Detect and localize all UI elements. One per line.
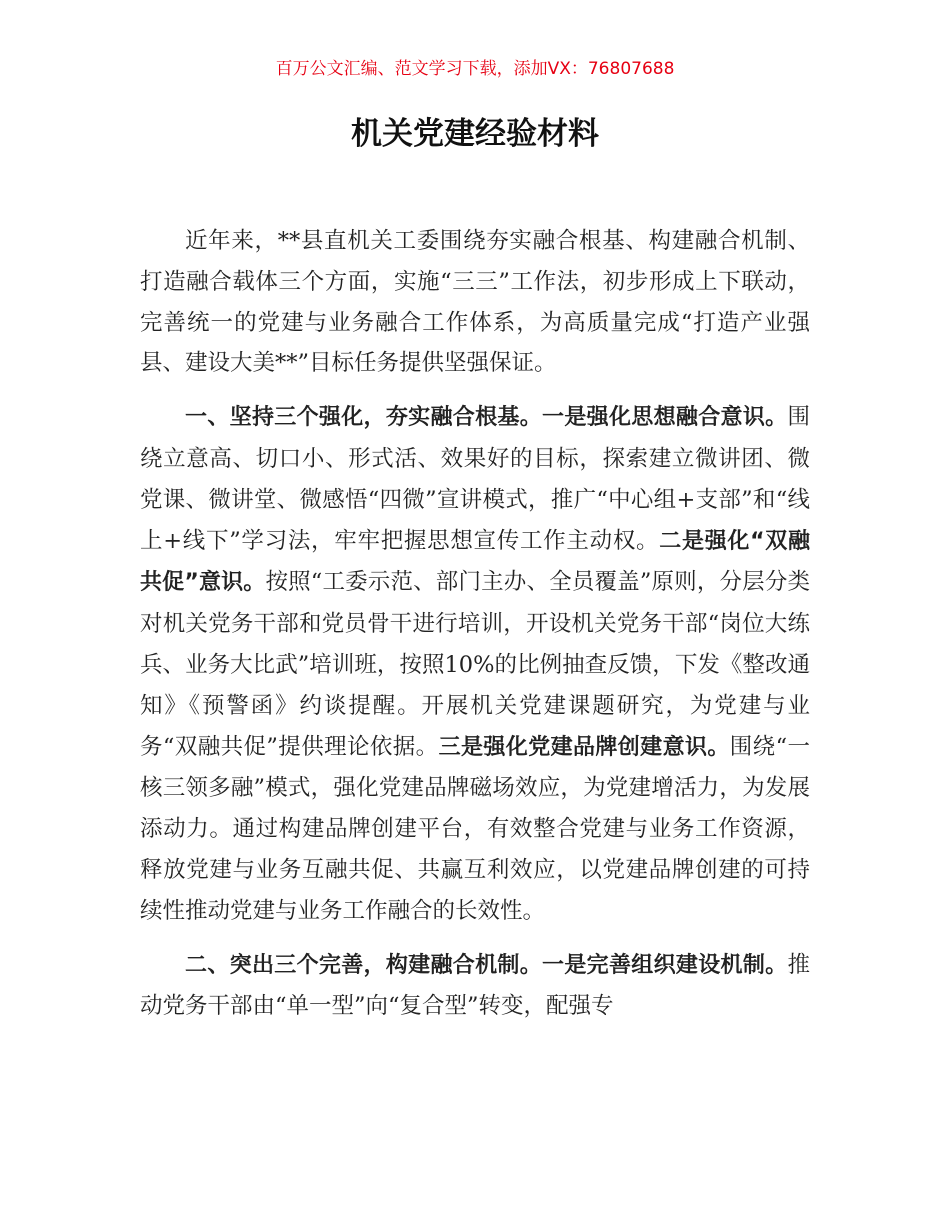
paragraph-text: 围绕“一核三领多融”模式，强化党建品牌磁场效应，为党建增活力，为发展添动力。通过构建品牌创建平台，有效整合党建与业务工作资源，释放党建与业务互融共促、共赢互利效应，以党建品牌创建的可持续性推动党建与业务工作融合的长效性。 — [140, 733, 810, 924]
paragraph-intro — [140, 221, 810, 384]
section-heading: 二、突出三个完善，构建融合机制。 — [185, 952, 543, 978]
paragraph-section-one — [140, 397, 810, 931]
subpoint-heading: 二是强化“双融共促”意识。 — [140, 528, 811, 596]
paragraph-text: 推动党务干部由“单一型”向“复合型”转变，配强专 — [140, 951, 810, 1020]
document-title: 机关党建经验材料 — [351, 116, 599, 152]
paragraph-text: 按照“工委示范、部门主办、全员覆盖”原则，分层分类对机关党务干部和党员骨干进行培训，开设机关党务干部“岗位大练兵、业务大比武”培训班，按照10%的比例抽查反馈，下发《整改通知》《预警函》约谈提醒。开展机关党建课题研究，为党建与业务“双融共促”提供理论依据。 — [140, 569, 810, 760]
paragraph-section-two — [140, 945, 810, 1028]
subpoint-heading: 三是强化党建品牌创建意识。 — [438, 734, 730, 760]
paragraph-text: 近年来，**县直机关工委围绕夯实融合根基、构建融合机制、打造融合载体三个方面，实施“三三”工作法，初步形成上下联动，完善统一的党建与业务融合工作体系，为高质量完成“打造产业强县、建设大美**”目标任务提供坚强保证。 — [140, 228, 810, 377]
subpoint-heading: 一是强化思想融合意识。 — [542, 405, 788, 431]
paragraph-text: 围绕立意高、切口小、形式活、效果好的目标，探索建立微讲团、微党课、微讲堂、微感悟“四微”宣讲模式，推广“中心组+支部”和“线上+线下”学习法，牢牢把握思想宣传工作主动权。 — [140, 404, 810, 554]
header-note: 百万公文汇编、范文学习下载，添加VX：76807688 — [275, 59, 675, 79]
section-heading: 一、坚持三个强化，夯实融合根基。 — [185, 405, 543, 431]
document-body — [140, 221, 810, 1040]
subpoint-heading: 一是完善组织建设机制。 — [542, 952, 788, 978]
